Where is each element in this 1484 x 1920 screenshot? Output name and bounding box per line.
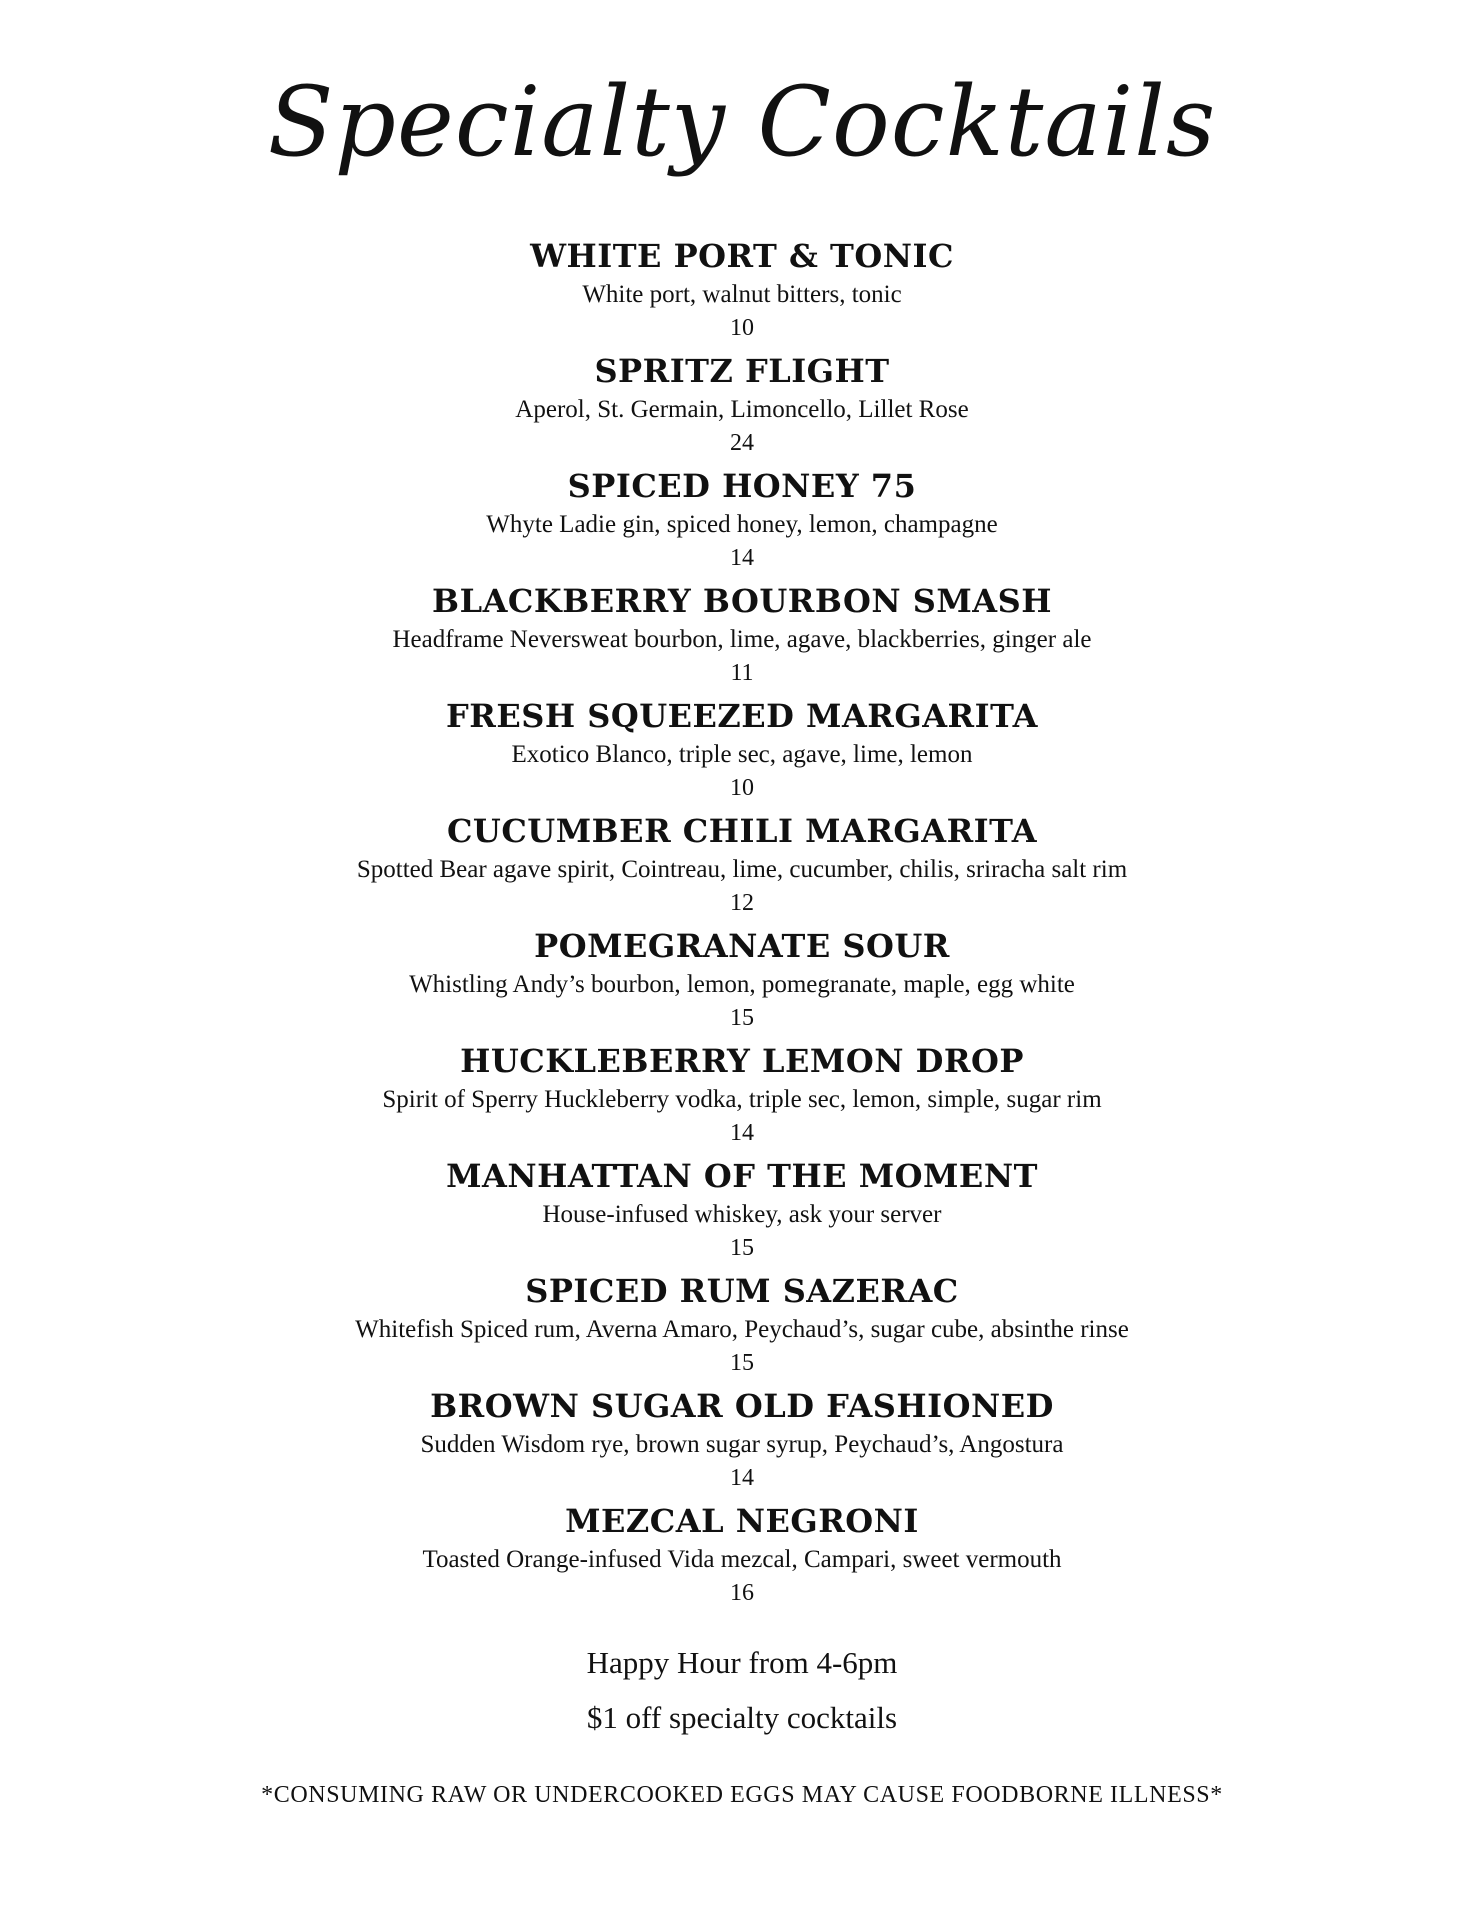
cocktail-name: POMEGRANATE SOUR	[534, 927, 950, 965]
cocktail-description: Spirit of Sperry Huckleberry vodka, triple sec, lemon, simple, sugar rim	[382, 1086, 1102, 1113]
page-title: Specialty Cocktails	[267, 66, 1217, 178]
cocktail-item	[0, 694, 1484, 809]
cocktail-description: Sudden Wisdom rye, brown sugar syrup, Peychaud’s, Angostura	[420, 1431, 1064, 1458]
cocktail-price: 10	[730, 315, 754, 341]
cocktail-name: BROWN SUGAR OLD FASHIONED	[430, 1387, 1054, 1425]
cocktail-name: FRESH SQUEEZED MARGARITA	[446, 697, 1038, 735]
cocktail-item	[0, 579, 1484, 694]
cocktail-item	[0, 1384, 1484, 1499]
cocktail-item	[0, 1039, 1484, 1154]
cocktail-description: Aperol, St. Germain, Limoncello, Lillet Rose	[515, 396, 969, 423]
cocktail-name: MEZCAL NEGRONI	[565, 1502, 919, 1540]
cocktail-name: SPRITZ FLIGHT	[594, 352, 890, 390]
cocktail-name: SPICED HONEY 75	[567, 467, 917, 505]
cocktail-description: Whistling Andy’s bourbon, lemon, pomegranate, maple, egg white	[409, 971, 1075, 998]
cocktail-item	[0, 809, 1484, 924]
cocktail-description: Spotted Bear agave spirit, Cointreau, lime, cucumber, chilis, sriracha salt rim	[356, 856, 1128, 883]
cocktail-price: 11	[730, 660, 754, 686]
cocktail-price: 15	[730, 1350, 754, 1376]
cocktail-description: Headframe Neversweat bourbon, lime, agave, blackberries, ginger ale	[392, 626, 1092, 653]
cocktail-price: 14	[730, 1465, 754, 1491]
happy-hour	[0, 1643, 1484, 1738]
cocktail-price: 14	[730, 1120, 754, 1146]
cocktail-price: 12	[730, 890, 754, 916]
cocktail-item	[0, 1154, 1484, 1269]
food-safety-disclaimer: *CONSUMING RAW OR UNDERCOOKED EGGS MAY CAUSE FOODBORNE ILLNESS*	[261, 1782, 1223, 1808]
cocktail-list	[0, 234, 1484, 1614]
cocktail-item	[0, 234, 1484, 349]
happy-hour-offer: $1 off specialty cocktails	[586, 1700, 898, 1735]
cocktail-price: 16	[730, 1580, 754, 1606]
cocktail-price: 15	[730, 1005, 754, 1031]
cocktail-description: Whitefish Spiced rum, Averna Amaro, Peychaud’s, sugar cube, absinthe rinse	[355, 1316, 1129, 1343]
cocktail-name: CUCUMBER CHILI MARGARITA	[446, 812, 1038, 850]
cocktail-description: Toasted Orange-infused Vida mezcal, Campari, sweet vermouth	[422, 1546, 1062, 1573]
cocktail-description: House-infused whiskey, ask your server	[542, 1201, 942, 1228]
cocktail-item	[0, 349, 1484, 464]
cocktail-item	[0, 464, 1484, 579]
cocktail-name: HUCKLEBERRY LEMON DROP	[460, 1042, 1024, 1080]
cocktail-name: MANHATTAN OF THE MOMENT	[446, 1157, 1038, 1195]
cocktail-item	[0, 1499, 1484, 1614]
cocktail-description: Exotico Blanco, triple sec, agave, lime, lemon	[511, 741, 973, 768]
cocktail-price: 10	[730, 775, 754, 801]
happy-hour-time: Happy Hour from 4-6pm	[586, 1645, 898, 1680]
cocktail-description: White port, walnut bitters, tonic	[582, 281, 902, 308]
cocktail-name: BLACKBERRY BOURBON SMASH	[432, 582, 1052, 620]
cocktail-price: 14	[730, 545, 754, 571]
cocktail-item	[0, 1269, 1484, 1384]
cocktail-name: WHITE PORT & TONIC	[530, 237, 954, 275]
cocktail-name: SPICED RUM SAZERAC	[525, 1272, 959, 1310]
cocktail-price: 24	[730, 430, 754, 456]
cocktail-description: Whyte Ladie gin, spiced honey, lemon, champagne	[486, 511, 998, 538]
cocktail-price: 15	[730, 1235, 754, 1261]
cocktail-item	[0, 924, 1484, 1039]
